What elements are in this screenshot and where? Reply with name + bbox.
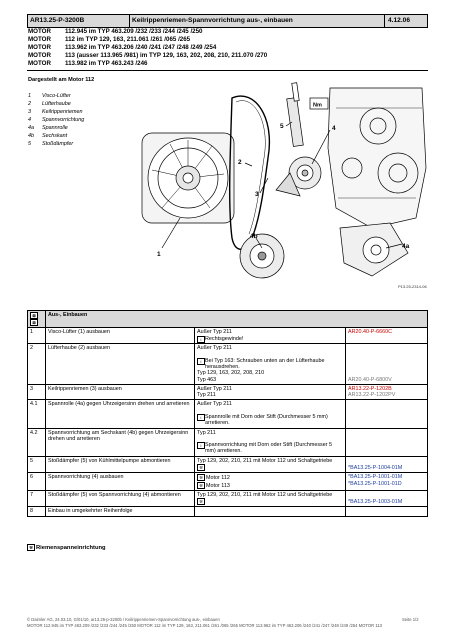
footer-copyright: © Daimler AG, 24.03.10, G/01/10, ar13.25-p-3200b / Keilrippenriemen-Spannvorrichtung aus-, einbauen — [27, 617, 220, 622]
info-icon: i — [197, 358, 205, 365]
callout-label: 4a — [402, 243, 410, 250]
legend-item: 3 Keilrippenriemen — [28, 109, 83, 115]
table-row: 3 Keilrippenriemen (3) ausbauen Außer Typ 211 Typ 211 AR13.22-P-1202B AR13.22-P-1202PV — [28, 384, 428, 400]
footer-applicability: MOTOR 112.945 im TYP 463.209 /232 /233 /244 /245 /250 MOTOR 112 im TYP 129, 163, 211.061 /261 /065 /265 MOTOR 113.962 im TYP 463.206 /240 /241 /247 /248 /249 /254 MOTOR 113 — [27, 623, 383, 628]
tool-heading: ⚒ Riemenspanneinrichtung — [27, 544, 106, 551]
table-row: 8 Einbau in umgekehrter Reihenfolge — [28, 507, 428, 516]
applicability-line: MOTOR 112.945 im TYP 463.209 /232 /233 /244 /245 /250 — [28, 28, 203, 35]
table-row: 1 Visco-Lüfter (1) ausbauen Außer Typ 211 i Rechtsgewinde! AR20.40-P-6660C — [28, 328, 428, 344]
legend-item: 4 Spannvorrichtung — [28, 117, 85, 123]
footer-page: Seite 1/2 — [402, 617, 419, 622]
info-icon: i — [197, 442, 205, 449]
table-header-row — [28, 311, 428, 328]
ref-link[interactable]: *BA13.25-P-1003-01M — [346, 490, 428, 507]
legend-item: 1 Visco-Lüfter — [28, 93, 71, 99]
doc-id: AR13.25-P-3200B — [30, 16, 85, 24]
legend-item: 5 Stoßdämpfer — [28, 141, 74, 147]
callout-label: 4b — [250, 233, 258, 240]
applicability-line: MOTOR 112 im TYP 129, 163, 211.061 /261 /065 /265 — [28, 36, 191, 43]
legend-item: 4b Sechskant — [28, 133, 68, 139]
table-row: 4.1 Spannrolle (4a) gegen Uhrzeigersinn drehen und arretieren Außer Typ 211 i Spannrolle mit Dorn oder Stift (Durchmesser 5 mm) arretieren. — [28, 400, 428, 428]
table-row: 6 Spannvorrichtung (4) ausbauen ⚒ Motor 112 ⚒ Motor 113 *BA13.25-P-1001-01M *BA13.25-P-1001-01D — [28, 473, 428, 490]
wrench-icon: ⚒ — [197, 464, 205, 471]
ref-link[interactable]: *BA13.25-P-1001-01M — [348, 474, 403, 481]
header-icons-cell: ⊠⊠ — [28, 311, 46, 328]
wrench-icon: ⚒ — [27, 544, 35, 551]
table-heading: Aus-, Einbauen — [46, 311, 428, 328]
table-row: 5 Stoßdämpfer (5) von Kühlmittelpumpe abmontieren Typ 129, 202, 210, 211 mit Motor 112 und Schaltgetriebe ⚒ *BA13.25-P-1004-01M — [28, 456, 428, 473]
table-row: 7 Stoßdämpfer (5) von Spannvorrichtung (4) abmontieren Typ 129, 202, 210, 211 mit Motor 112 und Schaltgetriebe ⚒ *BA13.25-P-1003-01M — [28, 490, 428, 507]
divider — [27, 70, 428, 71]
ref-link[interactable]: AR20.40-P-6660C — [346, 328, 428, 344]
picture-code: P13.25-2314-06 — [398, 284, 427, 289]
wrench-icon: ⚒ — [197, 474, 205, 481]
callout-label: 5 — [280, 123, 284, 130]
callout-label: 1 — [157, 251, 161, 258]
ref-link[interactable]: *BA13.25-P-1001-01D — [348, 480, 402, 487]
applicability-line: MOTOR 113.962 im TYP 463.206 /240 /241 /247 /248 /249 /254 — [28, 44, 217, 51]
torque-label: Nm — [313, 102, 322, 109]
legend-item: 2 Lüfterhaube — [28, 101, 71, 107]
figure-caption: Dargestellt am Motor 112 — [28, 77, 95, 83]
ref-link[interactable]: *BA13.25-P-1004-01M — [346, 456, 428, 473]
callout-label: 4 — [332, 125, 336, 132]
wrench-icon: ⚒ — [197, 498, 205, 505]
legend-item: 4a Spannrolle — [28, 125, 68, 131]
ref-link[interactable]: AR13.22-P-1202PV — [348, 392, 396, 399]
engine-belt-drive-illustration — [140, 78, 430, 286]
info-icon: i — [197, 414, 205, 421]
applicability-line: MOTOR 113.982 im TYP 463.243 /246 — [28, 60, 148, 67]
applicability-line: MOTOR 113 (ausser 113.965 /981) im TYP 129, 163, 202, 208, 210, 211.070 /270 — [28, 52, 268, 59]
table-row: 2 Lüfterhaube (2) ausbauen Außer Typ 211 i Bei Typ 163: Schrauben unten an der Lüfterhaube herausdrehen. Typ 129, 163, 202, 208, 210 Typ 463 AR20.40-P-6800V — [28, 344, 428, 385]
document-header — [27, 14, 428, 28]
ref-link[interactable]: AR13.22-P-1202B — [348, 385, 392, 392]
ref-link[interactable]: AR20.40-P-6800V — [346, 344, 428, 385]
info-icon: i — [197, 336, 205, 343]
wrench-icon: ⚒ — [197, 482, 205, 489]
callout-label: 2 — [238, 159, 242, 166]
callout-label: 3 — [255, 191, 259, 198]
steps-table — [27, 310, 428, 517]
table-row: 4.2 Spannvorrichtung am Sechskant (4b) gegen Uhrzeigersinn drehen und arretieren Typ 211 i Spannvorrichtung mit Dorn oder Stift (Durchmesser 5 mm) arretieren. — [28, 428, 428, 456]
doc-title: Keilrippenriemen-Spannvorrichtung aus-, einbauen — [132, 16, 293, 24]
doc-date: 4.12.06 — [388, 16, 410, 24]
